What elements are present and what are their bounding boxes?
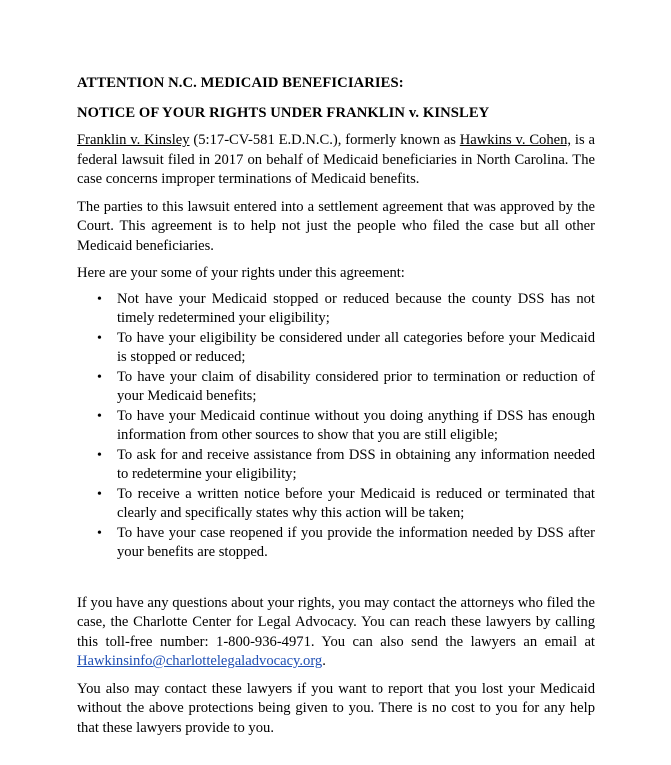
rights-item-text: To receive a written notice before your Medicaid is reduced or terminated that clearly and specifically states why this action will be taken; — [117, 485, 595, 521]
rights-list-item — [97, 290, 595, 329]
phone-number: 1-800-936-4971 — [216, 633, 311, 650]
former-case-name: Hawkins v. Cohen, — [459, 132, 572, 148]
rights-list-item — [97, 329, 595, 368]
bullet-icon: • — [97, 408, 102, 424]
contact-text-2: . You can also send the lawyers an email at — [310, 633, 595, 650]
rights-item-text: To ask for and receive assistance from DSS in obtaining any information needed to redetermine your eligibility; — [117, 446, 595, 482]
rights-list-item — [97, 524, 595, 563]
rights-item-text: To have your eligibility be considered under all categories before your Medicaid is stopped or reduced; — [117, 329, 595, 365]
rights-item-text: Not have your Medicaid stopped or reduced because the county DSS has not timely redetermined your eligibility; — [117, 290, 595, 326]
rights-list-item — [97, 446, 595, 485]
bullet-icon: • — [97, 330, 102, 346]
settlement-paragraph: The parties to this lawsuit entered into a settlement agreement that was approved by the Court. This agreement is to help not just the people who filed the case but all other Medicaid beneficiaries. — [77, 198, 595, 254]
contact-end: . — [322, 653, 326, 669]
rights-item-text: To have your claim of disability considered prior to termination or reduction of your Medicaid benefits; — [117, 368, 595, 404]
bullet-icon: • — [97, 369, 102, 385]
rights-list-item — [97, 368, 595, 407]
closing-paragraph: You also may contact these lawyers if you want to report that you lost your Medicaid without the above protections being given to you. There is no cost to you for any help that these lawyers provide to you. — [77, 680, 595, 736]
rights-list-item — [97, 407, 595, 446]
bullet-icon: • — [97, 486, 102, 502]
contact-paragraph — [77, 594, 595, 672]
rights-intro: Here are your some of your rights under this agreement: — [77, 265, 405, 281]
rights-list-item — [97, 485, 595, 524]
case-number-text: (5:17-CV-581 E.D.N.C.), formerly known as — [189, 132, 460, 148]
bullet-icon: • — [97, 525, 102, 541]
rights-item-text: To have your Medicaid continue without you doing anything if DSS has enough information from other sources to show that you are still eligible; — [117, 407, 595, 443]
notice-heading-rights: NOTICE OF YOUR RIGHTS UNDER FRANKLIN v. KINSLEY — [77, 105, 490, 121]
case-name: Franklin v. Kinsley — [77, 132, 190, 148]
case-description-paragraph — [77, 131, 595, 190]
case-description-text: is a federal lawsuit filed in 2017 on behalf of Medicaid beneficiaries in North Carolina. The case concerns improper terminations of Medicaid benefits. — [77, 132, 595, 187]
bullet-icon: • — [97, 447, 102, 463]
rights-item-text: To have your case reopened if you provide the information needed by DSS after your benefits are stopped. — [117, 524, 595, 560]
email-link[interactable]: Hawkinsinfo@charlottelegaladvocacy.org — [77, 653, 323, 669]
notice-heading-attention: ATTENTION N.C. MEDICAID BENEFICIARIES: — [77, 75, 404, 91]
contact-text: If you have any questions about your rights, you may contact the attorneys who filed the case, the Charlotte Center for Legal Advocacy. You can reach these lawyers by calling this toll-free number: — [77, 594, 595, 650]
rights-list — [77, 290, 595, 563]
notice-document — [77, 74, 595, 746]
bullet-icon: • — [97, 291, 102, 307]
